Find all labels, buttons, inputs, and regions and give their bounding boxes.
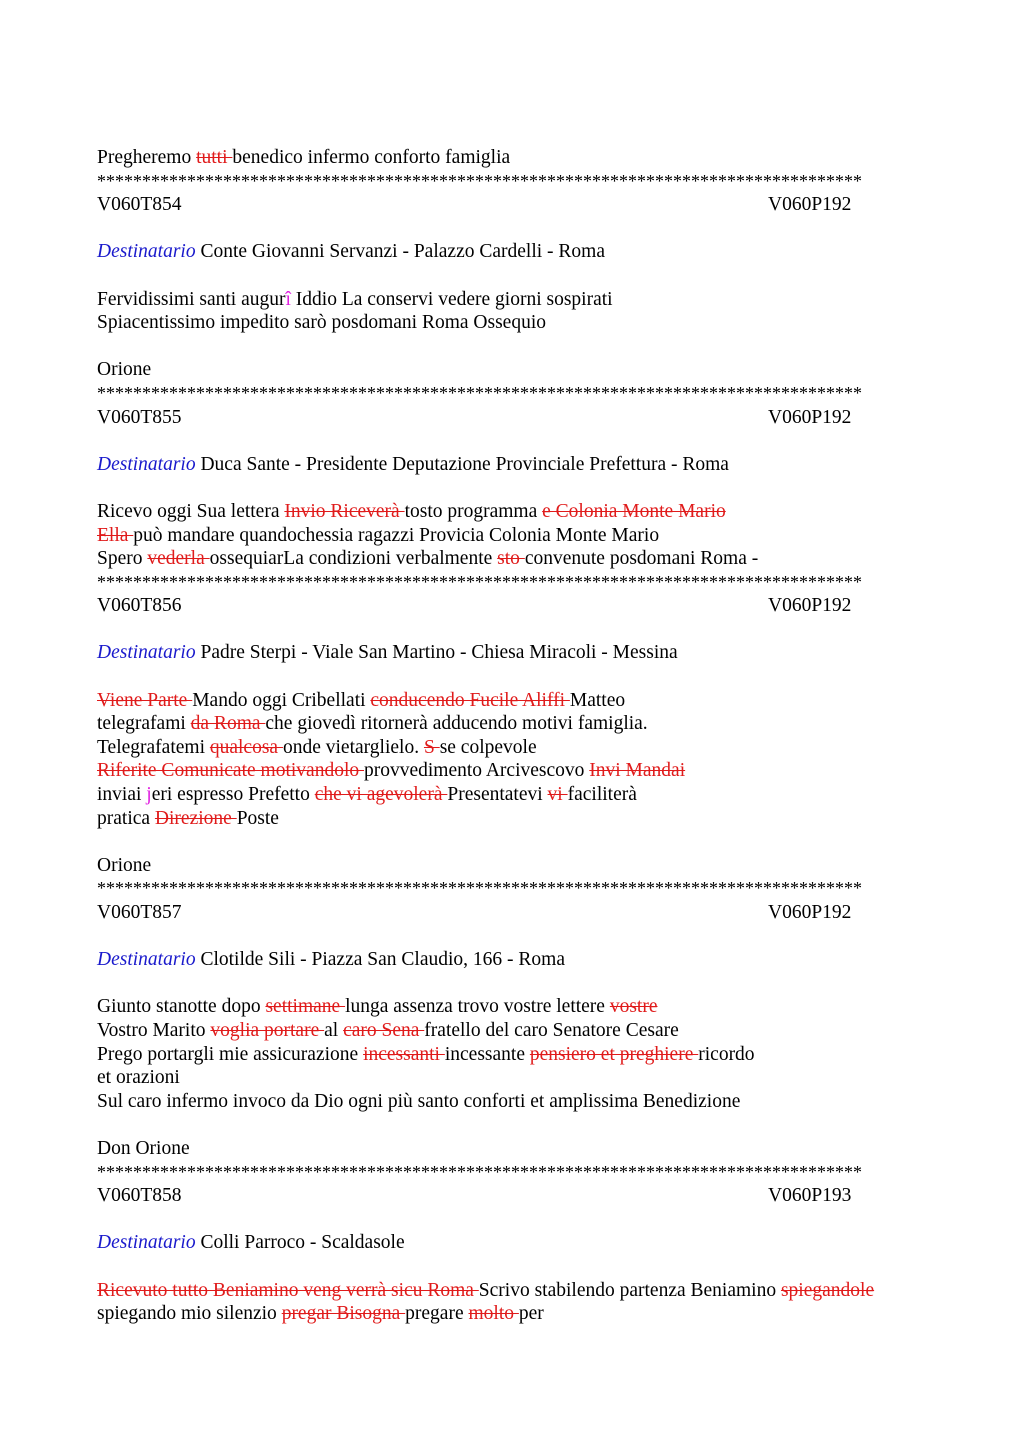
deleted-text: Direzione bbox=[154, 807, 237, 829]
deleted-text: pregar Bisogna bbox=[281, 1303, 406, 1325]
text-segment: ricordo bbox=[698, 1043, 755, 1065]
record-header bbox=[97, 193, 927, 217]
page-ref: V060P192 bbox=[768, 902, 852, 923]
page-ref: V060P192 bbox=[768, 194, 852, 216]
recipient-label: Destinatario bbox=[97, 241, 196, 263]
blank-line bbox=[97, 830, 927, 854]
deleted-text: conducendo Fucile Aliffi bbox=[370, 689, 570, 711]
deleted-text: Ella bbox=[97, 524, 134, 546]
deleted-text: incessanti bbox=[363, 1043, 445, 1065]
text-line bbox=[97, 311, 927, 335]
blank-line bbox=[97, 217, 927, 241]
deleted-text: vostre bbox=[609, 996, 658, 1018]
deleted-text: pensiero et preghiere bbox=[529, 1043, 699, 1065]
text-segment: Iddio La conservi vedere giorni sospirati bbox=[290, 288, 613, 310]
record-id: V060T857 bbox=[97, 902, 182, 923]
text-line bbox=[97, 736, 927, 760]
text-segment: Fervidissimi santi augur bbox=[97, 288, 286, 310]
deleted-text: settimane bbox=[265, 996, 346, 1018]
text-segment: eri espresso Prefetto bbox=[151, 784, 315, 806]
text-segment: può mandare quandochessia ragazzi Provicia Colonia Monte Mario bbox=[133, 524, 660, 546]
record-id: V060T856 bbox=[97, 595, 182, 617]
text-segment: Ricevo oggi Sua lettera bbox=[97, 500, 285, 522]
text-segment: Matteo bbox=[569, 689, 626, 711]
deleted-text: sto bbox=[497, 548, 525, 570]
text-line bbox=[97, 783, 927, 807]
document-page bbox=[97, 146, 927, 1326]
deleted-text: S bbox=[423, 736, 440, 758]
text-line bbox=[97, 759, 927, 783]
record-header bbox=[97, 594, 927, 618]
record-id: V060T854 bbox=[97, 194, 182, 216]
separator-line: ************************************************************************************* bbox=[97, 878, 862, 899]
text-line bbox=[97, 524, 927, 548]
recipient-line bbox=[97, 948, 927, 972]
text-line bbox=[97, 547, 927, 571]
deleted-text: qualcosa bbox=[209, 736, 283, 758]
blank-line bbox=[97, 1255, 927, 1279]
text-segment: Don Orione bbox=[97, 1137, 190, 1159]
text-segment: fratello del caro Senatore Cesare bbox=[424, 1019, 679, 1041]
text-line bbox=[97, 712, 927, 736]
text-segment: Giunto stanotte dopo bbox=[97, 996, 266, 1018]
text-line bbox=[97, 288, 927, 312]
blank-line bbox=[97, 335, 927, 359]
highlighted-char: j bbox=[146, 784, 152, 806]
text-segment: inviai bbox=[97, 784, 147, 806]
text-segment: Vostro Marito bbox=[97, 1019, 211, 1041]
text-segment: onde vietarglielo. bbox=[282, 736, 424, 758]
text-segment: Spero bbox=[97, 548, 148, 570]
record-header bbox=[97, 1184, 927, 1208]
text-line bbox=[97, 1066, 927, 1090]
deleted-text: Invio Riceverà bbox=[284, 500, 405, 522]
text-segment: Scrivo stabilendo partenza Beniamino bbox=[478, 1279, 781, 1301]
recipient-label: Destinatario bbox=[97, 453, 196, 475]
deleted-text: vederla bbox=[147, 548, 210, 570]
text-segment: tosto programma bbox=[404, 500, 543, 522]
blank-line bbox=[97, 665, 927, 689]
text-segment: Prego portargli mie assicurazione bbox=[97, 1043, 364, 1065]
text-line bbox=[97, 146, 927, 170]
text-segment: provvedimento Arcivescovo bbox=[363, 760, 590, 782]
blank-line bbox=[97, 972, 927, 996]
text-segment: telegrafami bbox=[97, 713, 191, 735]
text-segment: Pregheremo bbox=[97, 147, 197, 168]
text-segment: Sul caro infermo invoco da Dio ogni più santo conforti et amplissima Benedizione bbox=[97, 1090, 741, 1112]
recipient-line bbox=[97, 641, 927, 665]
text-line bbox=[97, 1043, 927, 1067]
text-segment: incessante bbox=[444, 1043, 530, 1065]
deleted-text: spiegandole bbox=[780, 1279, 875, 1301]
blank-line bbox=[97, 618, 927, 642]
record-id: V060T858 bbox=[97, 1185, 182, 1207]
blank-line bbox=[97, 1208, 927, 1232]
text-line bbox=[97, 807, 927, 831]
recipient-label: Destinatario bbox=[97, 949, 196, 971]
text-line bbox=[97, 1302, 927, 1326]
text-segment: se colpevole bbox=[439, 736, 537, 758]
text-segment: ossequiarLa condizioni verbalmente bbox=[209, 548, 498, 570]
text-segment: Telegrafatemi bbox=[97, 736, 210, 758]
text-line bbox=[97, 854, 927, 878]
blank-line bbox=[97, 476, 927, 500]
recipient-label: Destinatario bbox=[97, 1232, 196, 1254]
text-segment: pregare bbox=[405, 1303, 469, 1325]
text-segment: convenute posdomani Roma - bbox=[524, 548, 759, 570]
blank-line bbox=[97, 264, 927, 288]
text-segment: pratica bbox=[97, 807, 155, 829]
separator-line: ************************************************************************************* bbox=[97, 571, 862, 592]
deleted-text: Ricevuto tutto Beniamino veng verrà sicu Roma bbox=[97, 1279, 479, 1301]
deleted-text: Riferite Comunicate motivandolo bbox=[97, 760, 364, 782]
deleted-text: che vi agevolerà bbox=[314, 784, 448, 806]
page-ref: V060P192 bbox=[768, 595, 852, 617]
text-line bbox=[97, 1019, 927, 1043]
recipient-address: Clotilde Sili - Piazza San Claudio, 166 - Roma bbox=[200, 949, 565, 971]
deleted-text: molto bbox=[468, 1303, 519, 1325]
text-segment: Orione bbox=[97, 854, 152, 876]
text-segment: per bbox=[518, 1303, 544, 1325]
recipient-label: Destinatario bbox=[97, 642, 196, 664]
text-segment: che giovedì ritornerà adducendo motivi famiglia. bbox=[265, 713, 648, 735]
text-line bbox=[97, 1090, 927, 1114]
text-segment: Mando oggi Cribellati bbox=[192, 689, 371, 711]
highlighted-char: î bbox=[285, 288, 291, 310]
deleted-text: Invi Mandai bbox=[589, 760, 686, 782]
deleted-text: vi bbox=[547, 784, 568, 806]
deleted-text: Viene Parte bbox=[97, 689, 193, 711]
text-line bbox=[97, 1279, 927, 1303]
text-segment: Presentatevi bbox=[447, 784, 548, 806]
record-id: V060T855 bbox=[97, 406, 182, 428]
text-line bbox=[97, 995, 927, 1019]
text-segment: Poste bbox=[236, 807, 279, 829]
text-segment: spiegando mio silenzio bbox=[97, 1303, 282, 1325]
blank-line bbox=[97, 925, 927, 949]
blank-line bbox=[97, 1113, 927, 1137]
text-line bbox=[97, 689, 927, 713]
recipient-line bbox=[97, 453, 927, 477]
record-header bbox=[97, 901, 927, 925]
text-segment: benedico infermo conforto famiglia bbox=[232, 147, 511, 168]
separator-line: ************************************************************************************* bbox=[97, 382, 862, 403]
text-segment: et orazioni bbox=[97, 1067, 180, 1089]
recipient-address: Colli Parroco - Scaldasole bbox=[200, 1232, 405, 1254]
deleted-text: e Colonia Monte Mario bbox=[542, 500, 726, 522]
page-ref: V060P193 bbox=[768, 1185, 852, 1207]
deleted-text: caro Sena bbox=[343, 1019, 425, 1041]
text-segment: al bbox=[324, 1019, 344, 1041]
recipient-line bbox=[97, 240, 927, 264]
page-ref: V060P192 bbox=[768, 406, 852, 428]
deleted-text: tutti bbox=[196, 147, 233, 168]
separator-line: ************************************************************************************* bbox=[97, 170, 862, 191]
text-segment: Orione bbox=[97, 359, 152, 381]
record-header bbox=[97, 406, 927, 430]
text-line bbox=[97, 358, 927, 382]
deleted-text: da Roma bbox=[190, 713, 266, 735]
text-line bbox=[97, 1137, 927, 1161]
text-segment: Spiacentissimo impedito sarò posdomani Roma Ossequio bbox=[97, 312, 547, 334]
separator-line: ************************************************************************************* bbox=[97, 1161, 862, 1182]
recipient-address: Duca Sante - Presidente Deputazione Provinciale Prefettura - Roma bbox=[200, 453, 729, 475]
text-segment: faciliterà bbox=[567, 784, 637, 806]
text-line bbox=[97, 500, 927, 524]
blank-line bbox=[97, 429, 927, 453]
recipient-line bbox=[97, 1231, 927, 1255]
recipient-address: Padre Sterpi - Viale San Martino - Chiesa Miracoli - Messina bbox=[200, 642, 678, 664]
deleted-text: voglia portare bbox=[210, 1019, 325, 1041]
text-segment: lunga assenza trovo vostre lettere bbox=[345, 996, 610, 1018]
recipient-address: Conte Giovanni Servanzi - Palazzo Cardelli - Roma bbox=[200, 241, 605, 263]
